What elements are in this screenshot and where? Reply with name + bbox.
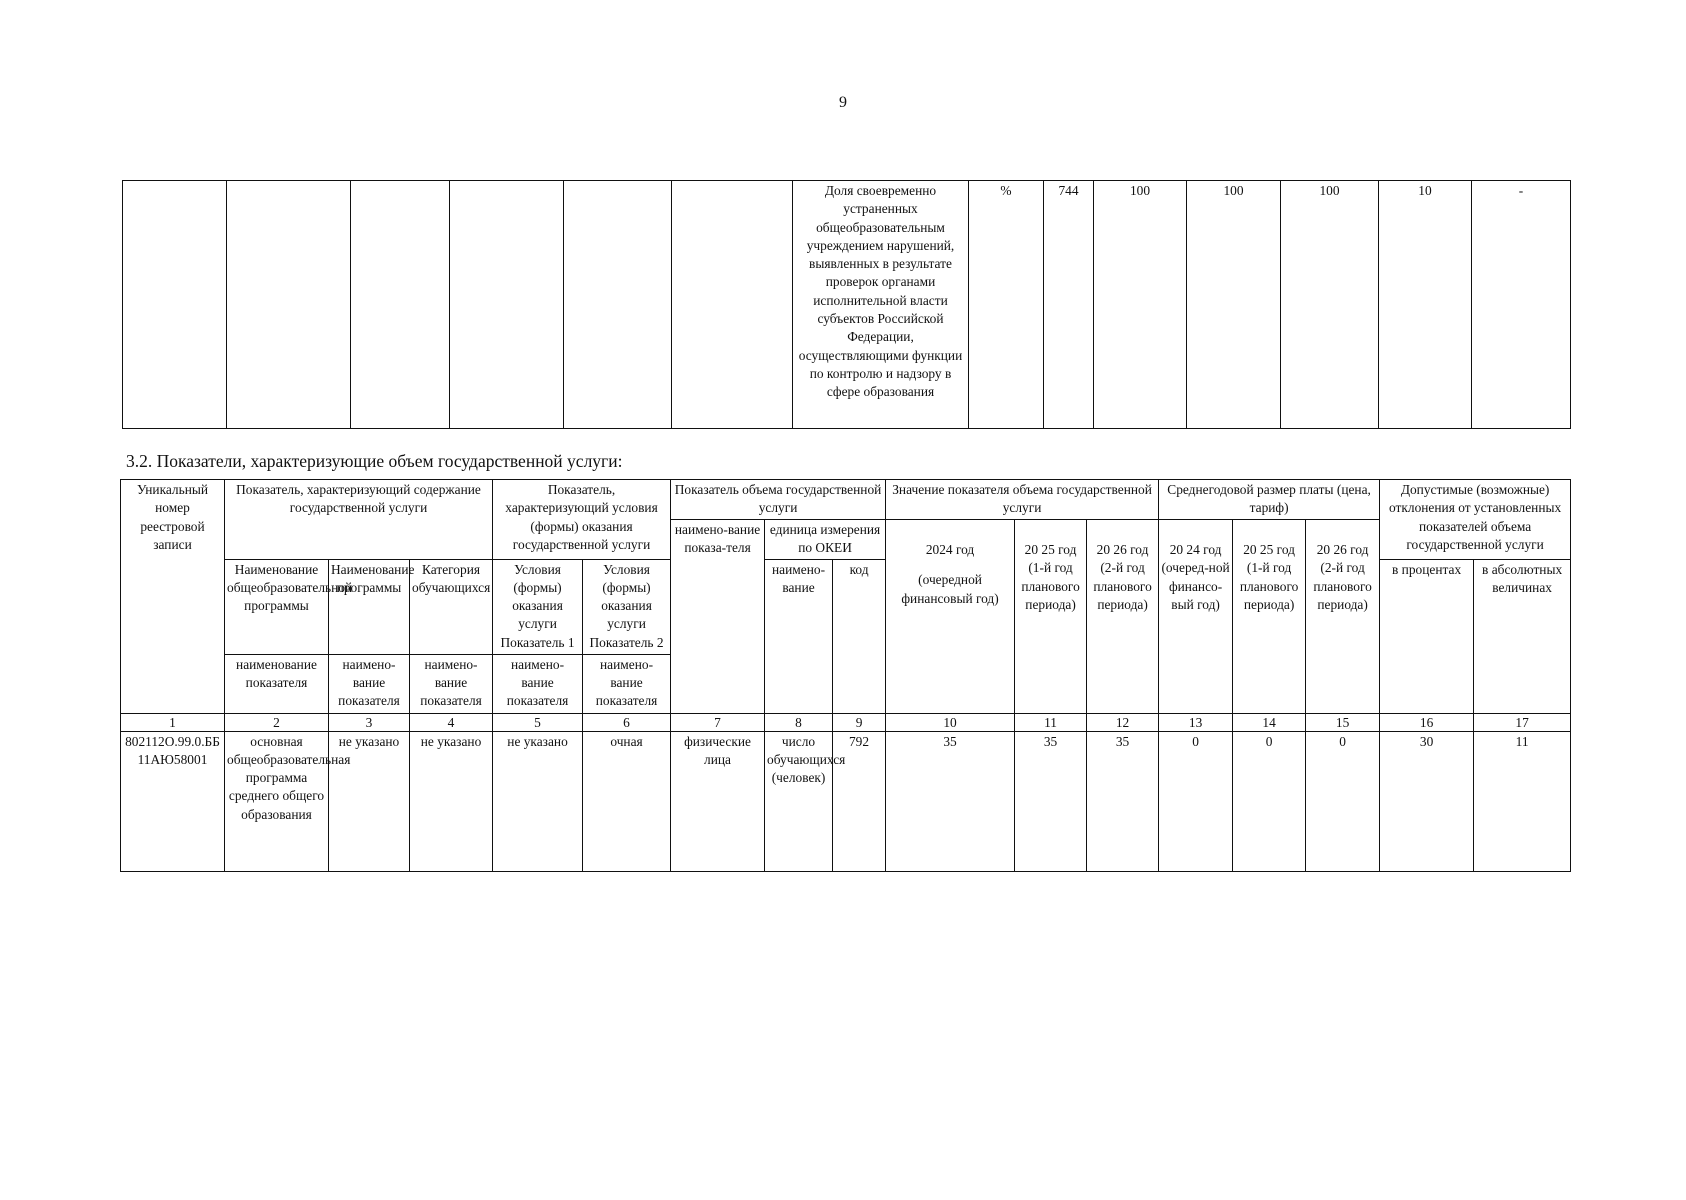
- header-deviation-absolute: в абсолютных величинах: [1474, 559, 1571, 713]
- column-number: 4: [410, 713, 493, 731]
- year-label: 20 24 год: [1169, 542, 1222, 557]
- cell-program-name: не указано: [329, 731, 410, 871]
- header-volume-group: Показатель объема государственной услуги: [671, 480, 886, 520]
- value-2026: 100: [1281, 181, 1379, 429]
- header-volume-unit: единица измерения по ОКЕИ: [765, 520, 886, 560]
- cell-condition-1: не указано: [493, 731, 583, 871]
- cell-fee-2024: 0: [1159, 731, 1233, 871]
- cell-deviation-percent: 30: [1380, 731, 1474, 871]
- section-title: 3.2. Показатели, характеризующие объем государственной услуги:: [126, 451, 623, 471]
- header-condition-2: Условия (формы) оказания услуги Показатель 2: [583, 559, 671, 654]
- year-note: (1-й год планового периода): [1021, 560, 1080, 612]
- year-label: 2024 год: [925, 542, 975, 557]
- column-number: 9: [833, 713, 886, 731]
- table-row: [123, 181, 1571, 429]
- year-label: 20 26 год: [1316, 542, 1369, 557]
- cell-registry: 802112О.99.0.ББ11АЮ58001: [121, 731, 225, 871]
- header-volume-name: наимено-вание показа-теля: [671, 520, 765, 714]
- column-number: 5: [493, 713, 583, 731]
- page-number: 9: [839, 94, 847, 111]
- year-note: (2-й год планового периода): [1093, 560, 1152, 612]
- empty-cell: [450, 181, 564, 429]
- header-content-1-sub: наименование показателя: [225, 654, 329, 713]
- column-number: 10: [886, 713, 1015, 731]
- column-number: 8: [765, 713, 833, 731]
- cell-volume-name: физические лица: [671, 731, 765, 871]
- year-note: (очеред-ной финансо-вый год): [1161, 560, 1230, 612]
- table-row: [121, 731, 1571, 871]
- header-content-2-sub: наимено-вание показателя: [329, 654, 410, 713]
- header-fee-group: Среднегодовой размер платы (цена, тариф): [1159, 480, 1380, 520]
- year-label: 20 26 год: [1096, 542, 1149, 557]
- unit-code: 744: [1044, 181, 1094, 429]
- cell-value-2026: 35: [1087, 731, 1159, 871]
- deviation-percent: 10: [1379, 181, 1472, 429]
- cell-value-2025: 35: [1015, 731, 1087, 871]
- column-number: 1: [121, 713, 225, 731]
- header-condition-1: Условия (формы) оказания услуги Показатель 1: [493, 559, 583, 654]
- value-2025: 100: [1187, 181, 1281, 429]
- header-fee-2025: [1233, 520, 1306, 714]
- header-deviation-group: Допустимые (возможные) отклонения от установленных показателей объема государственной услуги: [1380, 480, 1571, 560]
- year-label: 20 25 год: [1243, 542, 1295, 557]
- header-fee-2024: [1159, 520, 1233, 714]
- empty-cell: [227, 181, 351, 429]
- column-number: 6: [583, 713, 671, 731]
- header-content-3: Категория обучающихся: [410, 559, 493, 654]
- header-registry: Уникальный номер реестровой записи: [121, 480, 225, 714]
- header-content-group: Показатель, характеризующий содержание государственной услуги: [225, 480, 493, 560]
- header-condition-2-sub: наимено-вание показателя: [583, 654, 671, 713]
- header-unit-name: наимено-вание: [765, 559, 833, 713]
- year-note: (2-й год планового периода): [1313, 560, 1372, 612]
- cell-category: не указано: [410, 731, 493, 871]
- volume-indicators-table: [120, 479, 1571, 872]
- column-number: 3: [329, 713, 410, 731]
- value-2024: 100: [1094, 181, 1187, 429]
- cell-unit-code: 792: [833, 731, 886, 871]
- cell-value-2024: 35: [886, 731, 1015, 871]
- column-number: 13: [1159, 713, 1233, 731]
- header-content-2: Наименование программы: [329, 559, 410, 654]
- header-row-1: [121, 480, 1571, 520]
- header-conditions-group: Показатель, характеризующий условия (формы) оказания государственной услуги: [493, 480, 671, 560]
- header-condition-1-sub: наимено-вание показателя: [493, 654, 583, 713]
- column-number: 16: [1380, 713, 1474, 731]
- empty-cell: [672, 181, 793, 429]
- empty-cell: [351, 181, 450, 429]
- header-value-2026: [1087, 520, 1159, 714]
- deviation-absolute: -: [1472, 181, 1571, 429]
- empty-cell: [564, 181, 672, 429]
- header-content-3-sub: наимено-вание показателя: [410, 654, 493, 713]
- header-value-group: Значение показателя объема государственной услуги: [886, 480, 1159, 520]
- header-fee-2026: [1306, 520, 1380, 714]
- column-numbers-row: [121, 713, 1571, 731]
- column-number: 14: [1233, 713, 1306, 731]
- cell-fee-2025: 0: [1233, 731, 1306, 871]
- cell-unit-name: число обучающихся (человек): [765, 731, 833, 871]
- column-number: 17: [1474, 713, 1571, 731]
- year-note: (очередной финансовый год): [901, 572, 999, 606]
- cell-fee-2026: 0: [1306, 731, 1380, 871]
- header-unit-code: код: [833, 559, 886, 713]
- cell-program: основная общеобразовательная программа среднего общего образования: [225, 731, 329, 871]
- unit-name: %: [969, 181, 1044, 429]
- empty-cell: [123, 181, 227, 429]
- cell-deviation-absolute: 11: [1474, 731, 1571, 871]
- header-value-2024: [886, 520, 1015, 714]
- quality-indicators-continuation-table: [122, 180, 1571, 429]
- column-number: 7: [671, 713, 765, 731]
- column-number: 11: [1015, 713, 1087, 731]
- header-deviation-percent: в процентах: [1380, 559, 1474, 713]
- header-content-1: Наименование общеобразовательной программы: [225, 559, 329, 654]
- column-number: 2: [225, 713, 329, 731]
- cell-condition-2: очная: [583, 731, 671, 871]
- header-value-2025: [1015, 520, 1087, 714]
- indicator-name: Доля своевременно устраненных общеобразовательным учреждением нарушений, выявленных в результате проверок органами исполнительной власти субъектов Российской Федерации, осуществляющими функции по контролю и надзору в сфере образования: [793, 181, 969, 429]
- column-number: 15: [1306, 713, 1380, 731]
- year-note: (1-й год планового периода): [1239, 560, 1299, 612]
- year-label: 20 25 год: [1024, 542, 1077, 557]
- column-number: 12: [1087, 713, 1159, 731]
